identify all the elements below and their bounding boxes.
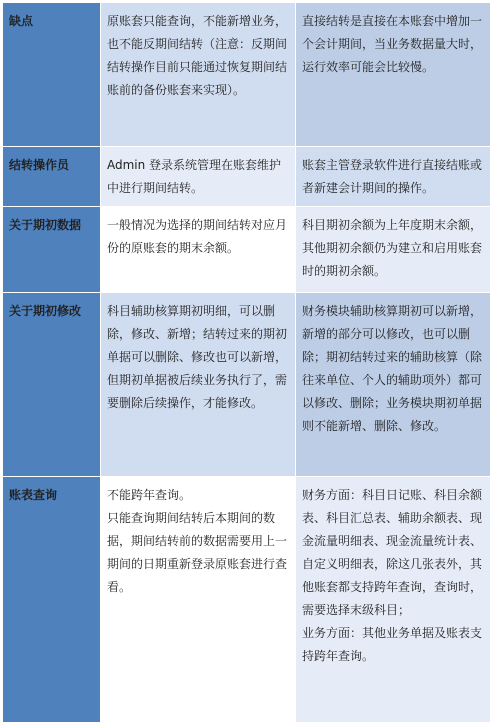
table-row	[3, 293, 491, 477]
cell-text: 科目辅助核算期初明细，可以删除，修改、新增；结转过来的期初单据可以删除、修改也可以新增，但期初单据被后续业务执行了，需要删除后续操作，才能修改。	[107, 304, 288, 410]
table-cell	[296, 207, 491, 293]
comparison-table	[2, 2, 491, 723]
cell-text: 科目期初余额为上年度期末余额，其他期初余额仍为建立和启用账套时的期初余额。	[302, 218, 483, 278]
table-cell	[101, 3, 296, 147]
row-label: 关于期初数据	[3, 207, 101, 293]
cell-text: 直接结转是直接在本账套中增加一个会计期间，当业务数据量大时，运行效率可能会比较慢。	[302, 14, 483, 74]
table-cell	[296, 3, 491, 147]
cell-text: 一般情况为选择的期间结转对应月份的原账套的期末余额。	[107, 218, 288, 255]
row-label: 账表查询	[3, 477, 101, 723]
table-cell	[296, 477, 491, 723]
table-cell	[296, 293, 491, 477]
cell-text: 只能查询期间结转后本期间的数据，期间结转前的数据需要用上一期间的日期重新登录原账套进行查看。	[107, 511, 288, 594]
table-row	[3, 147, 491, 207]
cell-text: 账套主管登录软件进行直接结账或者新建会计期间的操作。	[302, 158, 483, 195]
row-label: 缺点	[3, 3, 101, 147]
cell-text: 业务方面：其他业务单据及账表支持跨年查询。	[302, 626, 483, 663]
table-cell	[101, 207, 296, 293]
table-row	[3, 207, 491, 293]
table-cell	[101, 147, 296, 207]
cell-text: Admin 登录系统管理在账套维护中进行期间结转。	[107, 158, 282, 195]
cell-text: 不能跨年查询。	[107, 488, 192, 502]
table-cell	[296, 147, 491, 207]
cell-text: 财务模块辅助核算期初可以新增，新增的部分可以修改，也可以删除；期初结转过来的辅助核算（除往来单位、个人的辅助项外）都可以修改、删除；业务模块期初单据则不能新增、删除、修改。	[302, 304, 483, 433]
cell-text: 原账套只能查询，不能新增业务，也不能反期间结转（注意：反期间结转操作目前只能通过恢复期间结账前的备份账套来实现）。	[107, 14, 288, 97]
row-label: 关于期初修改	[3, 293, 101, 477]
table-cell	[101, 477, 296, 723]
table-cell	[101, 293, 296, 477]
row-label: 结转操作员	[3, 147, 101, 207]
table-row	[3, 3, 491, 147]
table-row	[3, 477, 491, 723]
cell-text: 财务方面：科目日记账、科目余额表、科目汇总表、辅助余额表、现金流量明细表、现金流量统计表、自定义明细表，除这几张表外，其他账套都支持跨年查询，查询时，需要选择末级科目；	[302, 488, 483, 617]
